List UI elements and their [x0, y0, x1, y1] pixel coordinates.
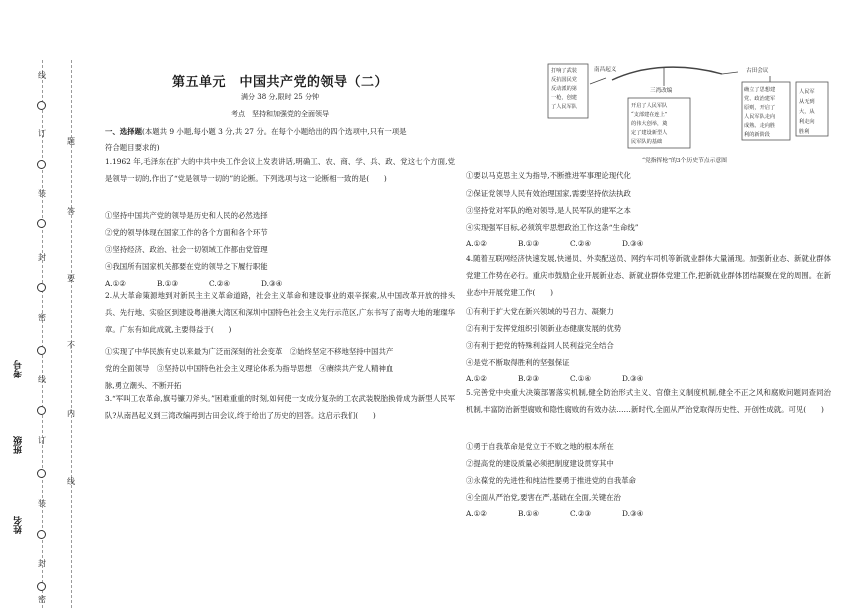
gutian-label: 古田会议	[746, 68, 769, 74]
binding-char: 题	[67, 137, 75, 146]
connector	[722, 72, 738, 74]
diagram-caption: “党指挥枪”的3个历史节点示意图	[642, 158, 727, 164]
section-instruction	[105, 126, 407, 137]
q2-options-line: ①实现了中华民族有史以来最为广泛而深刻的社会变革 ②始终坚定不移地坚持中国共产	[105, 347, 394, 356]
binding-char: 答	[67, 207, 75, 216]
q1-item: ④我国所有国家机关都要在党的领导之下履行职能	[105, 262, 268, 271]
q5-item: ④全面从严治党,要害在严,基础在全面,关键在治	[466, 493, 621, 502]
q1-option-c[interactable]: C.②④	[209, 279, 230, 288]
binding-char: 线	[38, 71, 46, 80]
page-title: 第五单元 中国共产党的领导（二）	[171, 75, 388, 90]
q4-option-c[interactable]: C.①④	[570, 374, 591, 383]
q5-option-a[interactable]: A.①②	[466, 509, 487, 518]
binding-char: 不	[67, 341, 75, 350]
q5-stem: 5.完善党中央重大决策部署落实机制,健全防治形式主义、官僚主义制度机制,健全不正之风和腐败问题同查同治机制,丰富防治新型腐败和隐性腐败的有效办法……新时代,全面从严治党取得历史性、开创性成就。可见( )	[466, 388, 831, 414]
connector	[590, 78, 606, 84]
binding-char: 线	[67, 477, 75, 486]
q1-stem: 1.1962 年,毛泽东在扩大的中共中央工作会议上发表讲话,明确工、农、商、学、兵、政、党这七个方面,党是领导一切的,作出了“党是领导一切的”的论断。下列选项与这一论断相一致的是( )	[105, 157, 455, 183]
q3-option-a[interactable]: A.①②	[466, 239, 487, 248]
name-field[interactable]: 姓名	[14, 516, 24, 534]
q1-option-d[interactable]: D.③④	[261, 279, 283, 288]
q1-item: ③坚持经济、政治、社会一切领域工作都由党管理	[105, 245, 268, 254]
q5-option-d[interactable]: D.③④	[622, 509, 644, 518]
q4-option-d[interactable]: D.③④	[622, 374, 644, 383]
q4-stem: 4.随着互联网经济快速发展,快递员、外卖配送员、网约车司机等新就业群体大量涌现。加强新业态、新就业群体党建工作势在必行。重庆市鼓励企业开展新业态、新就业群体党建工作,把新就业群体团结凝聚在党的周围。在新业态中开展党建工作( )	[466, 254, 831, 297]
q5-item: ③永葆党的先进性和纯洁性要勇于推进党的自我革命	[466, 476, 636, 485]
q5-item: ②提高党的建设质量必须把制度建设贯穿其中	[466, 459, 614, 468]
binding-circle	[37, 219, 46, 228]
binding-circle	[37, 101, 46, 110]
q3-item: ③坚持党对军队的绝对领导,是人民军队的建军之本	[466, 206, 631, 215]
instruction-text-2: 符合题目要求的)	[105, 143, 160, 152]
binding-char: 密	[38, 313, 46, 322]
binding-circle	[37, 160, 46, 169]
binding-char: 装	[38, 189, 46, 198]
q3-stem: 3.“军叫工农革命,旗号镰刀斧头。”困难重重的时刻,如何使一支成分复杂的工农武装脱胎换骨成为新型人民军队?从南昌起义到三湾改编再到古田会议,终于给出了历史的回答。这启示我们( )	[105, 394, 455, 420]
q2-options-line: 脉,勇立潮头、不断开拓	[105, 381, 182, 390]
binding-circle	[37, 469, 46, 478]
sanwan-box-text: 开启了人民军队 “支部建在连上” 的伟大创举，奠 定了建设新型人 民军队的基础	[631, 103, 668, 145]
nanchang-box-text: 打响了武装 反抗国民党 反动派的第 一枪，创建 了人民军队	[551, 68, 577, 110]
gutian-box-text: 确立了思想建 党、政治建军 原则，开启了 人民军队走向 成熟、走向胜 利的新阶段	[744, 87, 776, 138]
binding-char: 订	[38, 436, 46, 445]
binding-char: 内	[67, 409, 75, 418]
q3-item: ②保证党领导人民有效治理国家,需要坚持依法执政	[466, 189, 631, 198]
binding-circle	[37, 582, 46, 591]
q5-option-b[interactable]: B.①④	[518, 509, 540, 518]
q5-item: ①勇于自我革命是党立于不败之地的根本所在	[466, 442, 614, 451]
binding-char: 密	[38, 595, 46, 604]
binding-char: 封	[38, 559, 46, 568]
q4-item: ②有利于发挥党组织引领新业态健康发展的优势	[466, 324, 622, 333]
timeline-curve	[612, 67, 722, 80]
gutian-box-2-text: 人民军 从无到 大，从 利走向 胜利	[799, 89, 815, 135]
instruction-text: (本题共 9 小题,每小题 3 分,共 27 分。在每个小题给出的四个选项中,只有一项是	[141, 127, 407, 136]
q4-item: ③有利于把党的特殊利益同人民利益完全结合	[466, 341, 614, 350]
q1-option-b[interactable]: B.①③	[157, 279, 179, 288]
binding-circle	[37, 283, 46, 292]
binding-char: 装	[38, 499, 46, 508]
q4-option-a[interactable]: A.①②	[466, 374, 487, 383]
q3-option-c[interactable]: C.②④	[570, 239, 591, 248]
q3-item: ④实现强军目标,必须筑牢思想政治工作这条“生命线”	[466, 223, 639, 232]
q1-item: ②党的领导体现在国家工作的各个方面和各个环节	[105, 228, 268, 237]
binding-circle	[37, 530, 46, 539]
topic-line: 考点 坚持和加强党的全面领导	[231, 110, 329, 118]
sanwan-label: 三湾改编	[650, 88, 673, 94]
q2-stem: 2.从大革命策源地到对新民主主义革命道路，社会主义革命和建设事业的艰辛探索,从中国改革开放的排头兵、先行地、实验区到建设粤港澳大湾区和深圳中国特色社会主义先行示范区,广东书写了南粤大地的璀璨华章。广东有如此成就,主要得益于( )	[105, 291, 455, 334]
nanchang-label: 南昌起义	[594, 67, 617, 73]
party-commands-gun-diagram	[546, 58, 831, 166]
binding-circle	[37, 346, 46, 355]
q1-options	[105, 279, 313, 288]
binding-circle	[37, 406, 46, 415]
q3-options	[466, 239, 674, 248]
score-time-info: 满分 38 分,限时 25 分钟	[241, 93, 319, 101]
class-field[interactable]: 班级	[14, 436, 24, 454]
q4-item: ①有利于扩大党在新兴领域的号召力、凝聚力	[466, 307, 614, 316]
outer-dash-line	[42, 60, 43, 608]
q2-options-line: 党的全面领导 ③坚持以中国特色社会主义理论体系为指导思想 ④赓续共产党人精神血	[105, 364, 394, 373]
binding-char: 线	[38, 375, 46, 384]
q3-option-d[interactable]: D.③④	[622, 239, 644, 248]
q1-option-a[interactable]: A.①②	[105, 279, 126, 288]
binding-char: 要	[67, 274, 75, 283]
q3-item: ①要以马克思主义为指导,不断推进军事理论现代化	[466, 171, 631, 180]
binding-margin	[0, 0, 95, 608]
binding-char: 封	[38, 253, 46, 262]
binding-char: 订	[38, 129, 46, 138]
section-heading: 一、选择题	[105, 127, 142, 136]
q3-option-b[interactable]: B.①③	[518, 239, 540, 248]
q4-options	[466, 374, 674, 383]
q4-option-b[interactable]: B.②③	[518, 374, 540, 383]
q5-option-c[interactable]: C.②③	[570, 509, 591, 518]
q1-item: ①坚持中国共产党的领导是历史和人民的必然选择	[105, 211, 268, 220]
q5-options	[466, 509, 674, 518]
q4-item: ④是党不断取得胜利的坚强保证	[466, 358, 570, 367]
exam-number-field[interactable]: 考号	[14, 360, 24, 378]
